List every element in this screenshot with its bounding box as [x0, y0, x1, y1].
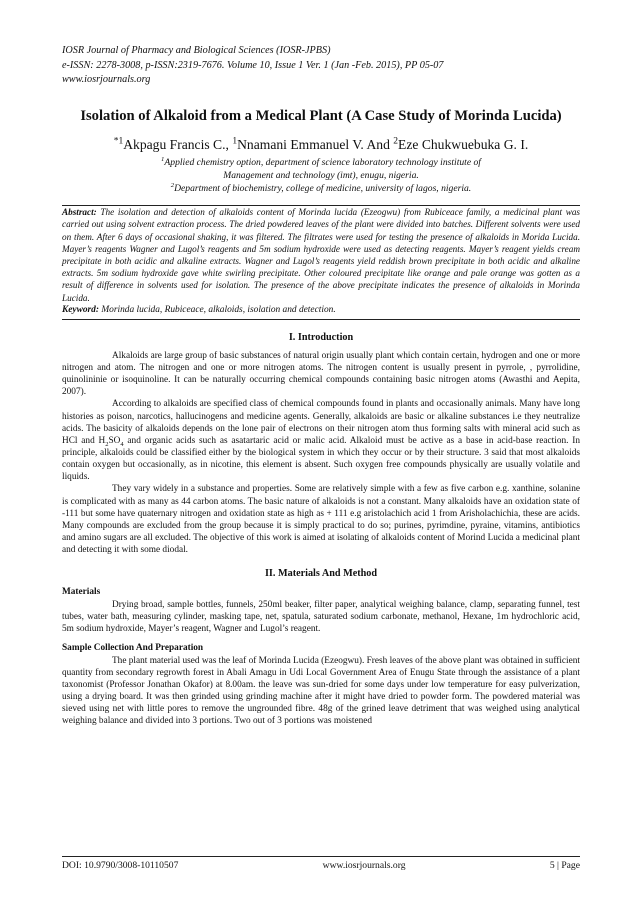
- affiliations: [62, 156, 580, 196]
- footer-website: www.iosrjournals.org: [322, 860, 406, 871]
- abstract: [62, 205, 580, 304]
- section-heading-introduction: I. Introduction: [288, 331, 354, 343]
- author-name: Akpagu Francis C.,: [123, 136, 233, 152]
- author-marker: 1: [232, 135, 238, 146]
- intro-paragraph-3: They vary widely in a substance and properties. Some are relatively simple with a few as five carbon e.g. xanthine, solanine is complicated with as many as 44 carbon atoms. The basic nature of alkaloids is not a constant. Many alkaloids have an oxidation state of -111 but some have quaternary nitrogen and oxidation state as high as + 111 e.g aristolachich acid 1 from Arisholachichia, these are acids. Many compounds are excluded from the group because it is simply practical to do so; purines, pyrimdine, pyraine, vitamins, antibiotics and amino sugars are all excluded. The objective of this work is aimed at isolating of alkaloids content of Morind Lucida a medicinal plant and detecting it with some diodal.: [62, 484, 580, 556]
- intro-paragraph-1: Alkaloids are large group of basic substances of natural origin usually plant which contain certain, hydrogen and one or more nitrogen and atom. The nitrogen and one or more nitrogen atoms. The nitrogen content is usually present in pyrrole, , pyrrolidine, quinolininie or isoquinoline. It can be naturally occurring chemical compounds containing basic nitrogen atoms (Awasthi and Aepita, 2007).: [62, 350, 580, 398]
- subheading-materials: Materials: [62, 587, 101, 598]
- journal-name: IOSR Journal of Pharmacy and Biological Sciences (IOSR-JPBS): [62, 45, 331, 56]
- abstract-label: Abstract:: [62, 207, 97, 218]
- keywords: [62, 304, 580, 317]
- materials-paragraph: Drying broad, sample bottles, funnels, 250ml beaker, filter paper, analytical weighing balance, clamp, separating funnel, test tubes, water bath, measuring cylinder, masking tape, net, spatula, saturated sodium carbonate, methanol, Hexane, 1m hydrochloric acid, 5m sodium hydroxide, Mayer’s reagent, Wagner and Lugol’s reagent.: [62, 599, 580, 635]
- author-name: Nnamani Emmanuel V. And: [237, 136, 394, 152]
- abstract-top-rule: [62, 205, 580, 206]
- journal-issn-volume: e-ISSN: 2278-3008, p-ISSN:2319-7676. Volume 10, Issue 1 Ver. 1 (Jan -Feb. 2015), PP 05-07: [62, 59, 444, 71]
- author-marker: 2: [393, 135, 399, 146]
- abstract-text: The isolation and detection of alkaloids content of Morinda lucida (Ezeogwu) from Rubiceace family, a medicinal plant was carried out using solvent extraction process. The dried powdered leaves of the plant were divided into batches. Different solvents were used on them. After 6 days of occasional shaking, it was filtered. The filtrates were used for testing the presence of alkaloids in Morida Lucida. Mayer’s reagents Wagner and Lugol’s reagents and 5m sodium hydroxide were used as detecting reagents. Mayer’s reagent yields cream precipitate in both acidic and alkaline extracts. Wagner and Lugol’s reagents yield reddish brown precipitate in both acidic and alkaline extracts. 5m sodium hydroxide gave white swirling precipitate. Other coloured precipitate like orange and pale orange was gotten as a result of difference in solvents used for isolation. The presence of the above precipitate indicates the presence of alkaloids in Morinda Lucida.: [62, 207, 580, 303]
- intro-paragraph-2: According to alkaloids are specified class of chemical compounds found in plants and occasionally animals. Many have long histories as poison, narcotics, hallucinogens and medicine agents. Generally, alkaloids are basic or alkaline substances i.e they neutralize acids. The basicity of alkaloids depends on the lone pair of electrons on their nitrogen atom thus forming salts with mineral acid such as HCl and $H_2SO_4$ and organic acids such as asatartaric acid or malic acid. Alkaloid must be active as a base in acid-base reaction. In principle, alkaloids could be classified either by the biological system in which they occur or by their structure. 3 said that most alkaloids contain oxygen but occasionally, as in nicotine, this element is absent. Such oxygen free compounds physically are usually volatile and liquids.: [62, 399, 580, 483]
- journal-website: www.iosrjournals.org: [62, 74, 151, 85]
- author-marker: *1: [113, 135, 124, 146]
- affiliation-2: $^2$Department of biochemistry, college of medicine, university of lagos, nigeria.: [170, 181, 472, 194]
- journal-header: [62, 44, 580, 88]
- author-name: Eze Chukwuebuka G. I.: [398, 136, 529, 152]
- keywords-text: Morinda lucida, Rubiceace, alkaloids, isolation and detection.: [98, 304, 336, 315]
- footer-rule: [62, 856, 580, 857]
- paper-title: Isolation of Alkaloid from a Medical Plant (A Case Study of Morinda Lucida): [80, 107, 562, 124]
- page-footer: [62, 859, 580, 872]
- author-list: [62, 136, 580, 154]
- affiliation-1: $^1$Applied chemistry option, department of science laboratory technology institute of: [161, 155, 481, 168]
- abstract-bottom-rule: [62, 319, 580, 320]
- affiliation-marker: 2: [170, 181, 175, 189]
- footer-page-number: 5 | Page: [549, 860, 580, 871]
- affiliation-1-cont: Management and technology (imt), enugu, nigeria.: [223, 169, 419, 181]
- sample-paragraph: The plant material used was the leaf of Morinda Lucida (Ezeogwu). Fresh leaves of the above plant was obtained in sufficient quantity from secondary regrowth forest in Abali Amagu in Udi Local Government Area of Enugu State through the assistance of a plant taxonomist (Professor Jonathan Okafor) at 8.00am. the leave was sun-dried for some days under low temperature for easy pulverization, using a drying board. It was then grinded using grinding machine after it might have dried to powder form. The powdered material was sieved using net with little pores to remove the ungrounded fibre. 48g of the grined leave detriment that was weighed using analytical weighing balance and divided into 3 portions. Two out of 3 portions was moistened: [62, 655, 580, 727]
- section-heading-materials-method: II. Materials And Method: [264, 568, 378, 580]
- footer-doi: DOI: 10.9790/3008-10110507: [62, 860, 179, 871]
- subheading-sample-collection: Sample Collection And Preparation: [62, 643, 204, 654]
- affiliation-marker: 1: [161, 155, 165, 163]
- keywords-label: Keyword:: [62, 304, 99, 315]
